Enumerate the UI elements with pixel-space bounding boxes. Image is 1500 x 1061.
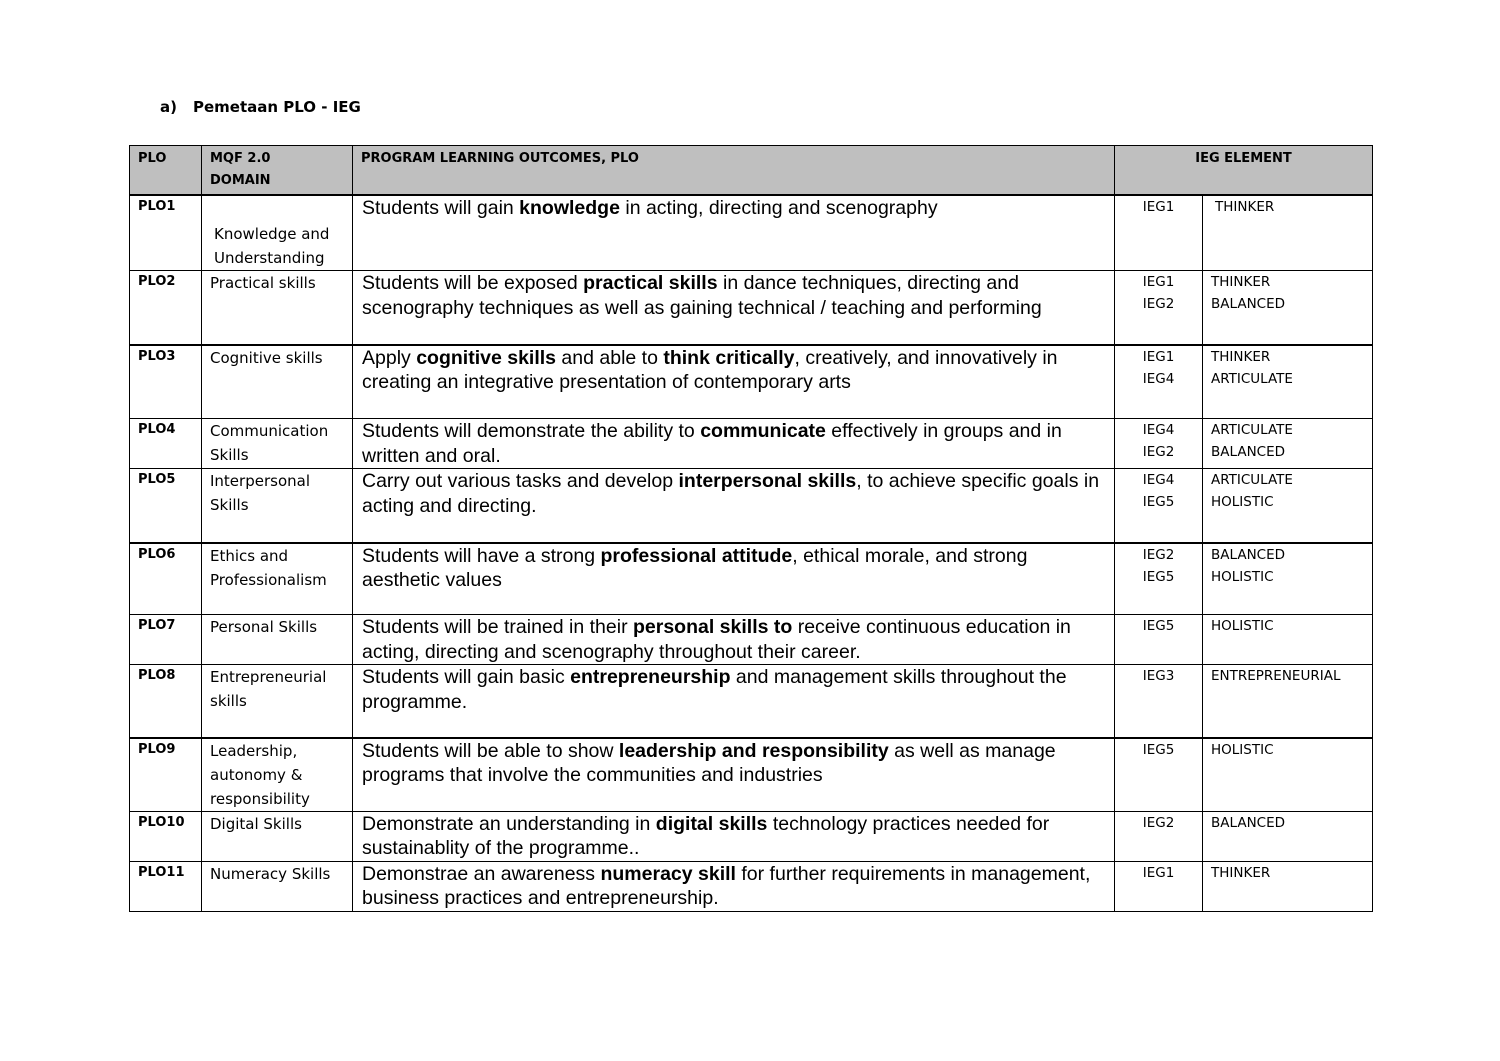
outcome-text: and able to	[556, 346, 664, 369]
outcome-text: Apply	[362, 346, 417, 369]
outcome-text: Students will be able to show	[362, 739, 619, 762]
ieg-name-cell	[1203, 195, 1373, 271]
ieg-name: BALANCED	[1211, 546, 1286, 563]
domain-line: Understanding	[214, 249, 325, 267]
ieg-code: IEG2	[1142, 296, 1175, 312]
outcome-text: Students will gain basic	[362, 666, 571, 688]
outcome-cell	[353, 811, 1115, 861]
ieg-name: HOLISTIC	[1211, 618, 1274, 634]
outcome-cell	[353, 345, 1115, 419]
ieg-name: ARTICULATE	[1211, 472, 1293, 488]
domain-line: Communication	[210, 422, 329, 440]
ieg-name-cell	[1203, 738, 1373, 812]
domain-line: autonomy &	[210, 765, 303, 784]
domain-line: skills	[210, 692, 247, 710]
outcome-text: as well as manage programs that involve the communities and industries	[362, 739, 1056, 786]
ieg-code: IEG4	[1142, 472, 1175, 488]
domain-line: responsibility	[210, 789, 310, 808]
plo-id-cell: PLO7	[130, 615, 202, 665]
domain-cell	[202, 811, 353, 861]
plo-id-cell: PLO4	[130, 419, 202, 469]
section-heading	[160, 98, 361, 116]
header-ieg-element: IEG ELEMENT	[1115, 146, 1373, 196]
domain-line: Skills	[210, 496, 249, 514]
outcome-cell	[353, 615, 1115, 665]
outcome-keyword: professional attitude	[600, 544, 793, 567]
domain-line: Professionalism	[210, 570, 327, 589]
outcome-cell	[353, 543, 1115, 615]
outcome-cell	[353, 861, 1115, 911]
plo-ieg-mapping-table	[129, 145, 1373, 912]
ieg-name-cell	[1203, 861, 1373, 911]
domain-cell	[202, 543, 353, 615]
ieg-name: THINKER	[1211, 348, 1271, 365]
ieg-code: IEG1	[1142, 199, 1175, 215]
ieg-code-cell	[1115, 665, 1203, 738]
ieg-name: BALANCED	[1211, 814, 1286, 831]
outcome-text: and management skills throughout the programme.	[362, 666, 1067, 713]
ieg-code: IEG2	[1142, 546, 1175, 563]
ieg-code: IEG4	[1142, 370, 1175, 387]
ieg-code: IEG2	[1142, 814, 1175, 831]
ieg-name: ARTICULATE	[1211, 422, 1293, 438]
ieg-name: ENTREPRENEURIAL	[1211, 668, 1341, 684]
domain-line: Leadership,	[210, 741, 298, 760]
outcome-text: for further requirements in management, business practices and entrepreneurship.	[362, 862, 1091, 909]
outcome-keyword: knowledge	[519, 197, 620, 219]
outcome-text: Students will have a strong	[362, 544, 601, 567]
table-row	[130, 345, 1373, 419]
ieg-name: THINKER	[1211, 864, 1271, 881]
table-row	[130, 861, 1373, 911]
ieg-name: HOLISTIC	[1211, 741, 1274, 758]
outcome-keyword: interpersonal skills	[678, 470, 857, 492]
table-body	[130, 195, 1373, 911]
domain-line: Knowledge and	[214, 225, 330, 243]
outcome-cell	[353, 738, 1115, 812]
table-row	[130, 738, 1373, 812]
domain-cell	[202, 615, 353, 665]
ieg-code: IEG1	[1142, 348, 1175, 365]
outcome-keyword: numeracy skill	[600, 862, 736, 885]
ieg-code-cell	[1115, 469, 1203, 543]
outcome-text: effectively in groups and in written and oral.	[362, 420, 1062, 467]
ieg-code-cell	[1115, 195, 1203, 271]
table-row	[130, 811, 1373, 861]
domain-line: Numeracy Skills	[210, 864, 331, 883]
outcome-text: in acting, directing and scenography	[619, 197, 938, 219]
domain-line: Interpersonal	[210, 472, 310, 490]
header-domain-line: MQF 2.0	[210, 151, 271, 166]
plo-id-cell: PLO11	[130, 861, 202, 911]
table-row	[130, 195, 1373, 271]
plo-id-cell: PLO9	[130, 738, 202, 812]
outcome-text: , to achieve specific goals in acting and directing.	[362, 470, 1100, 517]
outcome-keyword: entrepreneurship	[570, 666, 731, 688]
outcome-text: Students will gain	[362, 197, 520, 219]
table-row	[130, 419, 1373, 469]
outcome-cell	[353, 271, 1115, 345]
table-row	[130, 665, 1373, 738]
ieg-code-cell	[1115, 615, 1203, 665]
outcome-cell	[353, 419, 1115, 469]
ieg-name-cell	[1203, 811, 1373, 861]
ieg-name-cell	[1203, 543, 1373, 615]
ieg-name-cell	[1203, 345, 1373, 419]
plo-id-cell: PLO3	[130, 345, 202, 419]
ieg-code-cell	[1115, 271, 1203, 345]
header-domain	[202, 146, 353, 196]
ieg-name: THINKER	[1211, 274, 1271, 290]
outcome-keyword: leadership and responsibility	[618, 739, 889, 762]
domain-line: Personal Skills	[210, 618, 318, 636]
outcome-text: in dance techniques, directing and scenography techniques as well as gaining technical / teaching and performing	[362, 272, 1042, 319]
domain-cell	[202, 195, 353, 271]
table-row	[130, 615, 1373, 665]
outcome-text: technology practices needed for sustainablity of the programme..	[362, 812, 1050, 859]
domain-line: Cognitive skills	[210, 348, 323, 367]
outcome-keyword: practical skills	[583, 272, 718, 294]
domain-line: Skills	[210, 446, 249, 464]
ieg-name: THINKER	[1215, 199, 1275, 215]
header-outcomes: PROGRAM LEARNING OUTCOMES, PLO	[353, 146, 1115, 196]
domain-line: Practical skills	[210, 274, 316, 292]
domain-line: Entrepreneurial	[210, 668, 327, 686]
outcome-text: Demonstrae an awareness	[362, 862, 601, 885]
ieg-code-cell	[1115, 811, 1203, 861]
ieg-code: IEG3	[1142, 668, 1175, 684]
outcome-keyword: communicate	[700, 420, 826, 442]
outcome-keyword: digital skills	[655, 812, 768, 835]
ieg-code: IEG5	[1142, 618, 1175, 634]
plo-id-cell: PLO10	[130, 811, 202, 861]
ieg-code: IEG5	[1142, 568, 1175, 585]
domain-line: Digital Skills	[210, 814, 302, 833]
ieg-name-cell	[1203, 419, 1373, 469]
domain-cell	[202, 738, 353, 812]
ieg-name: HOLISTIC	[1211, 568, 1274, 585]
outcome-text: Carry out various tasks and develop	[362, 470, 679, 492]
plo-id-cell: PLO2	[130, 271, 202, 345]
ieg-code: IEG1	[1142, 864, 1175, 881]
outcome-cell	[353, 665, 1115, 738]
domain-cell	[202, 271, 353, 345]
outcome-cell	[353, 195, 1115, 271]
section-marker: a)	[160, 98, 177, 116]
ieg-code-cell	[1115, 861, 1203, 911]
plo-id-cell: PLO5	[130, 469, 202, 543]
outcome-text: Students will be trained in their	[362, 616, 633, 638]
plo-id-cell: PLO1	[130, 195, 202, 271]
ieg-code: IEG2	[1142, 444, 1175, 460]
outcome-text: Students will be exposed	[362, 272, 584, 294]
header-plo: PLO	[130, 146, 202, 196]
ieg-code: IEG5	[1142, 494, 1175, 510]
domain-cell	[202, 345, 353, 419]
ieg-name: ARTICULATE	[1211, 370, 1293, 387]
ieg-code-cell	[1115, 543, 1203, 615]
header-domain-line: DOMAIN	[210, 173, 271, 188]
outcome-text: Students will demonstrate the ability to	[362, 420, 701, 442]
outcome-text: Demonstrate an understanding in	[362, 812, 656, 835]
ieg-name-cell	[1203, 615, 1373, 665]
section-title: Pemetaan PLO - IEG	[193, 98, 361, 116]
ieg-code-cell	[1115, 738, 1203, 812]
ieg-code: IEG5	[1142, 741, 1175, 758]
ieg-name: BALANCED	[1211, 296, 1286, 312]
outcome-keyword: cognitive skills	[416, 346, 557, 369]
table-row	[130, 469, 1373, 543]
ieg-code: IEG4	[1142, 422, 1175, 438]
domain-cell	[202, 861, 353, 911]
outcome-text: , creatively, and innovatively in creating an integrative presentation of contemporary arts	[362, 346, 1058, 393]
table-row	[130, 543, 1373, 615]
domain-cell	[202, 469, 353, 543]
ieg-code-cell	[1115, 419, 1203, 469]
outcome-keyword: think critically	[663, 346, 795, 369]
outcome-text: , ethical morale, and strong aesthetic values	[362, 544, 1028, 591]
domain-cell	[202, 419, 353, 469]
ieg-code-cell	[1115, 345, 1203, 419]
outcome-cell	[353, 469, 1115, 543]
table-row	[130, 271, 1373, 345]
ieg-name: HOLISTIC	[1211, 494, 1274, 510]
plo-id-cell: PLO6	[130, 543, 202, 615]
ieg-code: IEG1	[1142, 274, 1175, 290]
outcome-keyword: personal skills to	[632, 616, 793, 638]
ieg-name-cell	[1203, 469, 1373, 543]
domain-cell	[202, 665, 353, 738]
ieg-name: BALANCED	[1211, 444, 1286, 460]
outcome-text: receive continuous education in acting, directing and scenography throughout their career.	[362, 616, 1071, 663]
plo-id-cell: PLO8	[130, 665, 202, 738]
table-header-row	[130, 146, 1373, 196]
domain-line: Ethics and	[210, 546, 289, 565]
ieg-name-cell	[1203, 665, 1373, 738]
ieg-name-cell	[1203, 271, 1373, 345]
